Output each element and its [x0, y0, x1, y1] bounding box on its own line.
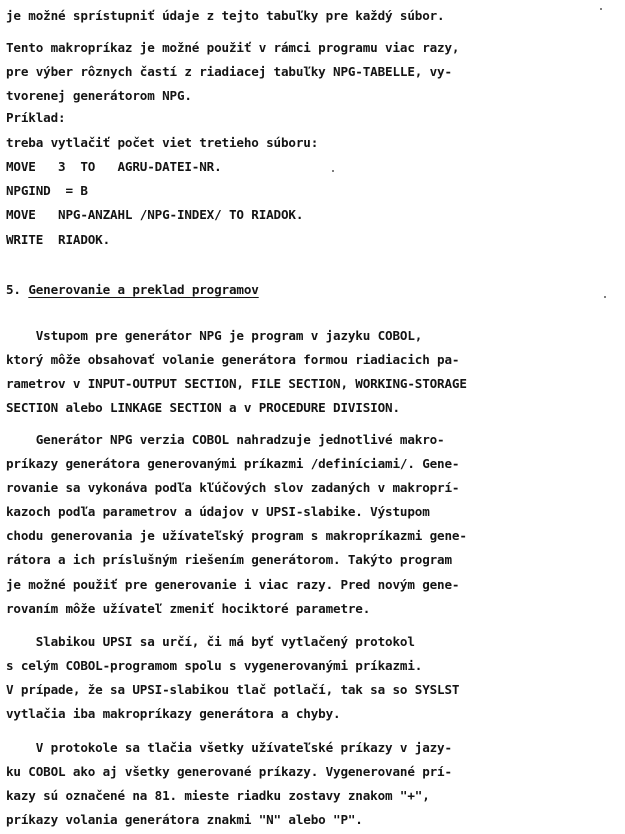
text-line: je možné sprístupniť údaje z tejto tabuľky pre každý súbor.	[6, 8, 445, 23]
text-line: treba vytlačiť počet viet tretieho súboru:	[6, 135, 319, 150]
paragraph-line: je možné použiť pre generovanie i viac razy. Pred novým gene-	[6, 577, 460, 592]
paragraph-line: Generátor NPG verzia COBOL nahradzuje jednotlivé makro-	[6, 432, 445, 447]
paragraph-line: Slabikou UPSI sa určí, či má byť vytlačený protokol	[6, 634, 415, 649]
scan-speck	[604, 296, 606, 298]
paragraph-line: rovanie sa vykonáva podľa kľúčových slov zadaných v makroprí-	[6, 480, 460, 495]
paragraph-line: rátora a ich príslušným riešením generátorom. Takýto program	[6, 552, 452, 567]
paragraph-line: ktorý môže obsahovať volanie generátora formou riadiacich pa-	[6, 352, 460, 367]
code-line: WRITE RIADOK.	[6, 232, 111, 247]
scan-speck	[332, 170, 334, 172]
text-line: Tento makropríkaz je možné použiť v rámci programu viac razy,	[6, 40, 460, 55]
paragraph-line: príkazy generátora generovanými príkazmi /definíciami/. Gene-	[6, 456, 460, 471]
paragraph-line: rovaním môže užívateľ zmeniť hociktoré parametre.	[6, 601, 371, 616]
paragraph-line: rametrov v INPUT-OUTPUT SECTION, FILE SECTION, WORKING-STORAGE	[6, 376, 467, 391]
paragraph-line: V protokole sa tlačia všetky užívateľské príkazy v jazy-	[6, 740, 452, 755]
paragraph-line: kazy sú označené na 81. mieste riadku zostavy znakom "+",	[6, 788, 430, 803]
paragraph-line: Vstupom pre generátor NPG je program v jazyku COBOL,	[6, 328, 423, 343]
section-title: Generovanie a preklad programov	[28, 282, 259, 297]
text-line: Príklad:	[6, 110, 66, 125]
paragraph-line: vytlačia iba makropríkazy generátora a chyby.	[6, 706, 341, 721]
scan-speck	[600, 8, 602, 10]
text-line: pre výber rôznych častí z riadiacej tabuľky NPG-TABELLE, vy-	[6, 64, 452, 79]
paragraph-line: príkazy volania generátora znakmi "N" alebo "P".	[6, 812, 363, 827]
section-heading	[6, 278, 259, 302]
paragraph-line: kazoch podľa parametrov a údajov v UPSI-slabike. Výstupom	[6, 504, 430, 519]
code-line: NPGIND = B	[6, 183, 88, 198]
text-line: tvorenej generátorom NPG.	[6, 88, 192, 103]
code-line: MOVE NPG-ANZAHL /NPG-INDEX/ TO RIADOK.	[6, 207, 304, 222]
paragraph-line: SECTION alebo LINKAGE SECTION a v PROCEDURE DIVISION.	[6, 400, 400, 415]
paragraph-line: chodu generovania je užívateľský program s makropríkazmi gene-	[6, 528, 467, 543]
paragraph-line: s celým COBOL-programom spolu s vygenerovanými príkazmi.	[6, 658, 423, 673]
code-line: MOVE 3 TO AGRU-DATEI-NR.	[6, 159, 222, 174]
paragraph-line: V prípade, že sa UPSI-slabikou tlač potlačí, tak sa so SYSLST	[6, 682, 460, 697]
paragraph-line: ku COBOL ako aj všetky generované príkazy. Vygenerované prí-	[6, 764, 452, 779]
section-number: 5.	[6, 282, 21, 297]
